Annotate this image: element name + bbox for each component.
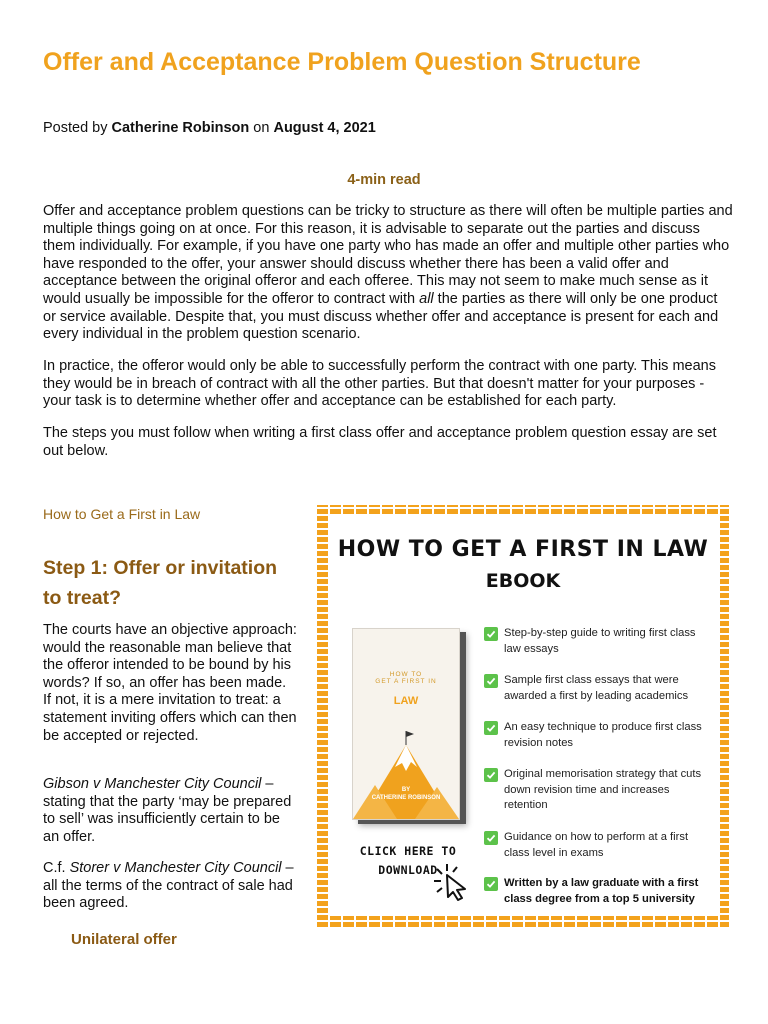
unilateral-offer-heading: Unilateral offer	[71, 931, 177, 948]
case-gibson-text: – stating that the party ‘may be prepared to sell’ was insufficiently certain to be an offer.	[43, 776, 292, 845]
promo-link[interactable]: How to Get a First in Law	[43, 506, 201, 522]
click-cursor-icon	[431, 861, 471, 901]
meta-prefix: Posted by	[43, 120, 112, 136]
check-icon	[484, 831, 498, 845]
mountain-illustration	[353, 727, 459, 819]
intro-text-a: Offer and acceptance problem questions can be tricky to structure as there will often be multiple parties and multiple things going on at once. For this reason, it is advisable to separate out the parties and discuss them individually. For example, if you have one party who has made an offer and multiple other parties who have responded to the offer, your answer should discuss whether there has been a valid offer and acceptance between the original offeror and each offeree. This may not seem to make much sense as it would usually be impossible for the offeror to contract with	[43, 203, 733, 307]
intro-emphasis: all	[419, 290, 434, 307]
feature-text: Guidance on how to perform at a first class level in exams	[504, 831, 689, 859]
read-time: 4-min read	[347, 172, 421, 188]
case-gibson-name: Gibson v Manchester City Council	[43, 776, 262, 792]
book-cover-author: BY CATHERINE ROBINSON	[371, 787, 441, 801]
case-storer-name: Storer v Manchester City Council	[69, 860, 282, 876]
intro-paragraph	[43, 203, 733, 344]
author-name[interactable]: Catherine Robinson	[111, 120, 250, 136]
intro-text-b: the parties as there will only be one product or service available. Despite that, you must discuss whether offer and acceptance is present for each and every individual in the problem question scenario.	[43, 290, 719, 343]
feature-text: Original memorisation strategy that cuts down revision time and increases retention	[504, 768, 702, 812]
meta-on: on	[249, 120, 274, 136]
feature-text: An easy technique to produce first class revision notes	[504, 721, 702, 749]
ebook-cover-image	[352, 628, 460, 820]
case-storer-text: – all the terms of the contract of sale had been agreed.	[43, 860, 294, 912]
check-icon	[484, 674, 498, 688]
feature-text: Step-by-step guide to writing first class law essays	[504, 627, 696, 655]
banner-subtitle: EBOOK	[485, 570, 561, 592]
post-date: August 4, 2021	[273, 120, 376, 136]
download-cta[interactable]: CLICK HERE TO DOWNLOAD	[359, 844, 457, 877]
ebook-banner[interactable]	[317, 505, 729, 927]
step1-body: The courts have an objective approach: would the reasonable man believe that the offeror intended to be bound by his words? If so, an offer has been made. If not, it is a mere invitation to treat: a statement inviting offers which can then be accepted or rejected.	[43, 622, 297, 744]
page-title: Offer and Acceptance Problem Question Structure	[43, 48, 641, 76]
check-icon	[484, 877, 498, 891]
feature-text: Written by a law graduate with a first class degree from a top 5 university	[504, 877, 699, 905]
ebook-banner-panel[interactable]	[328, 516, 718, 916]
check-icon	[484, 627, 498, 641]
post-meta	[43, 120, 376, 136]
case-storer-prefix: C.f.	[43, 860, 70, 876]
case-gibson	[43, 776, 298, 846]
book-cover-law: LAW	[393, 695, 419, 707]
feature-text: Sample first class essays that were awarded a first by leading academics	[504, 674, 689, 702]
check-icon	[484, 721, 498, 735]
step1-heading: Step 1: Offer or invitation to treat?	[43, 557, 278, 609]
practice-paragraph: In practice, the offeror would only be able to successfully perform the contract with one party. This means they would be in breach of contract with all the other parties. But that doesn't matter for your purposes - your task is to determine whether offer and acceptance can be established for each party.	[43, 358, 716, 410]
book-cover-line1: HOW TO GET A FIRST IN	[375, 671, 437, 685]
banner-title: HOW TO GET A FIRST IN LAW	[337, 537, 709, 562]
steps-intro-paragraph: The steps you must follow when writing a first class offer and acceptance problem question essay are set out below.	[43, 425, 717, 459]
case-storer	[43, 860, 298, 913]
check-icon	[484, 768, 498, 782]
